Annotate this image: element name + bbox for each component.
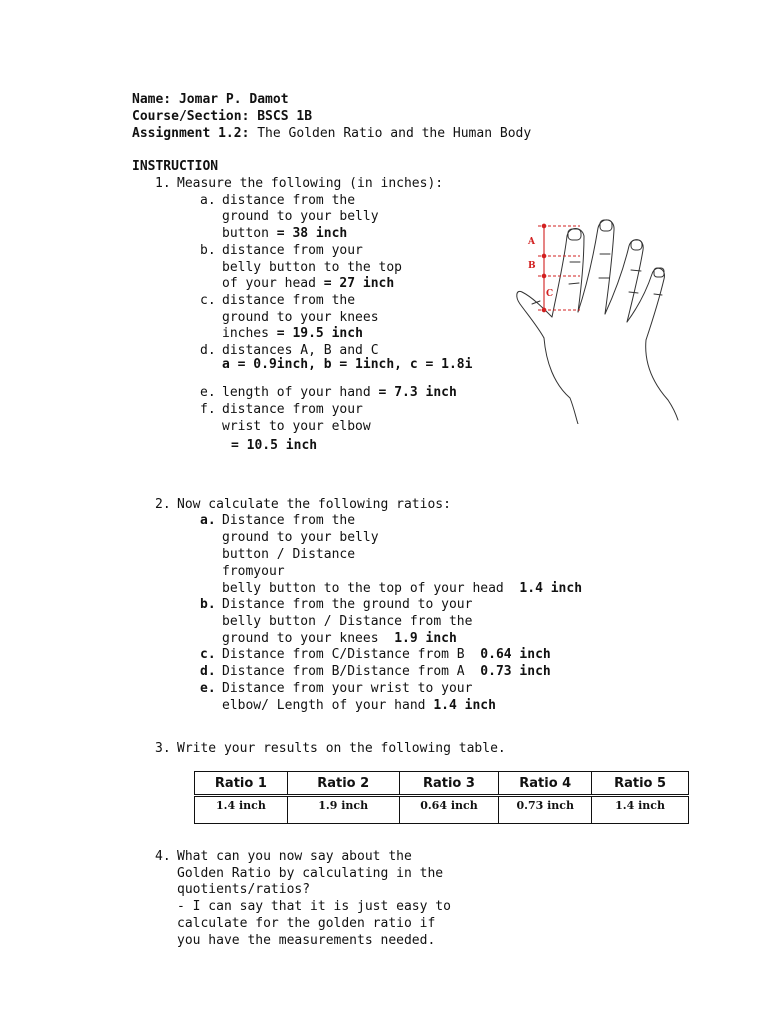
- q2e-line1: Distance from your wrist to your: [222, 681, 473, 696]
- results-value-cell: 0.73 inch: [499, 796, 592, 824]
- marker-dot-4: [542, 308, 546, 312]
- results-header-cell: Ratio 3: [399, 772, 499, 796]
- q1b-marker: b.: [200, 243, 216, 258]
- q4-line3: quotients/ratios?: [177, 882, 311, 897]
- course-line: [132, 109, 312, 125]
- q2b-line1: Distance from the ground to your: [222, 597, 473, 612]
- q2a-text: belly button to the top of your head: [222, 581, 504, 596]
- q1a-line2: ground to your belly: [222, 209, 379, 224]
- q1a-text: button: [222, 226, 269, 241]
- q2-number: 2.: [155, 497, 171, 512]
- q1e-line1: [222, 385, 457, 401]
- hand-measurement-figure: [512, 212, 692, 424]
- q2e-text: elbow/ Length of your hand: [222, 698, 426, 713]
- name-label: Name:: [132, 92, 172, 107]
- q4-line1: What can you now say about the: [177, 849, 412, 864]
- q4-answer-line2: calculate for the golden ratio if: [177, 916, 436, 931]
- q1a-line3: [222, 226, 347, 242]
- q2b-answer: 1.9 inch: [394, 631, 457, 646]
- assignment-label: Assignment 1.2:: [132, 126, 250, 141]
- name-value: Jomar P. Damot: [178, 92, 289, 107]
- results-header-cell: Ratio 5: [592, 772, 689, 796]
- assignment-title: The Golden Ratio and the Human Body: [257, 126, 532, 141]
- course-value: BSCS 1B: [257, 109, 313, 124]
- q2e-marker: e.: [200, 681, 216, 696]
- label-b: B: [528, 261, 536, 271]
- results-table: [194, 771, 689, 824]
- results-value-cell: 1.9 inch: [287, 796, 399, 824]
- label-a: A: [528, 237, 535, 247]
- results-value-cell: 1.4 inch: [195, 796, 288, 824]
- instruction-heading: INSTRUCTION: [132, 159, 219, 174]
- q1c-answer: = 19.5 inch: [276, 326, 363, 341]
- q1c-text: inches: [222, 326, 269, 341]
- q1c-line1: distance from the: [222, 293, 356, 308]
- q2a-line3: button / Distance: [222, 547, 356, 562]
- q1-text: Measure the following (in inches):: [177, 176, 444, 191]
- q2d-answer: 0.73 inch: [480, 664, 551, 679]
- q2a-line2: ground to your belly: [222, 530, 379, 545]
- label-c: C: [546, 289, 554, 299]
- q2a-marker: a.: [200, 513, 216, 528]
- q1e-answer: = 7.3 inch: [378, 385, 457, 400]
- q1f-marker: f.: [200, 402, 216, 417]
- q2c-line1: [222, 647, 551, 663]
- q2a-line4: fromyour: [222, 564, 285, 579]
- assignment-line: [132, 126, 531, 142]
- q2a-line5: [222, 581, 582, 597]
- q2b-line2: belly button / Distance from the: [222, 614, 473, 629]
- q1d-line1: distances A, B and C: [222, 343, 379, 358]
- q2b-line3: [222, 631, 457, 647]
- marker-dot-3: [542, 274, 546, 278]
- results-value-cell: 0.64 inch: [399, 796, 499, 824]
- q2d-line1: [222, 664, 551, 680]
- q2b-marker: b.: [200, 597, 216, 612]
- q4-answer-line1: - I can say that it is just easy to: [177, 899, 451, 914]
- q1e-text: length of your hand: [222, 385, 371, 400]
- q1f-line2: wrist to your elbow: [222, 419, 371, 434]
- q1f-line1: distance from your: [222, 402, 363, 417]
- q1d-answer: a = 0.9inch, b = 1inch, c = 1.8i: [222, 357, 473, 372]
- results-value-cell: 1.4 inch: [592, 796, 689, 824]
- q2c-answer: 0.64 inch: [480, 647, 551, 662]
- q1f-answer: = 10.5 inch: [231, 438, 318, 453]
- q1-number: 1.: [155, 176, 171, 191]
- results-header-row: [195, 772, 689, 796]
- q2-text: Now calculate the following ratios:: [177, 497, 451, 512]
- q1d-marker: d.: [200, 343, 216, 358]
- results-header-cell: Ratio 4: [499, 772, 592, 796]
- q1c-marker: c.: [200, 293, 216, 308]
- q2e-answer: 1.4 inch: [433, 698, 496, 713]
- q1b-text: of your head: [222, 276, 316, 291]
- q1c-line3: [222, 326, 363, 342]
- q1b-line1: distance from your: [222, 243, 363, 258]
- q2a-answer: 1.4 inch: [519, 581, 583, 596]
- q1a-answer: = 38 inch: [276, 226, 348, 241]
- q4-number: 4.: [155, 849, 171, 864]
- q2d-marker: d.: [200, 664, 216, 679]
- q1a-line1: distance from the: [222, 193, 356, 208]
- results-header-cell: Ratio 1: [195, 772, 288, 796]
- results-value-row: [195, 796, 689, 824]
- name-line: [132, 92, 289, 108]
- q3-text: Write your results on the following table.: [177, 741, 506, 756]
- q2e-line2: [222, 698, 496, 714]
- q3-number: 3.: [155, 741, 171, 756]
- marker-dot-1: [542, 224, 546, 228]
- q1b-line2: belly button to the top: [222, 260, 403, 275]
- q2b-text: ground to your knees: [222, 631, 379, 646]
- results-header-cell: Ratio 2: [287, 772, 399, 796]
- q2a-line1: Distance from the: [222, 513, 356, 528]
- q2c-text: Distance from C/Distance from B: [222, 647, 465, 662]
- q1b-line3: [222, 276, 394, 292]
- hand-outline: [517, 220, 678, 424]
- q1c-line2: ground to your knees: [222, 310, 379, 325]
- q1e-marker: e.: [200, 385, 216, 400]
- marker-dot-2: [542, 254, 546, 258]
- q4-line2: Golden Ratio by calculating in the: [177, 866, 444, 881]
- course-label: Course/Section:: [132, 109, 250, 124]
- measurement-markers: [538, 224, 580, 312]
- q2d-text: Distance from B/Distance from A: [222, 664, 465, 679]
- q1a-marker: a.: [200, 193, 216, 208]
- q1b-answer: = 27 inch: [323, 276, 395, 291]
- q4-answer-line3: you have the measurements needed.: [177, 933, 436, 948]
- q2c-marker: c.: [200, 647, 216, 662]
